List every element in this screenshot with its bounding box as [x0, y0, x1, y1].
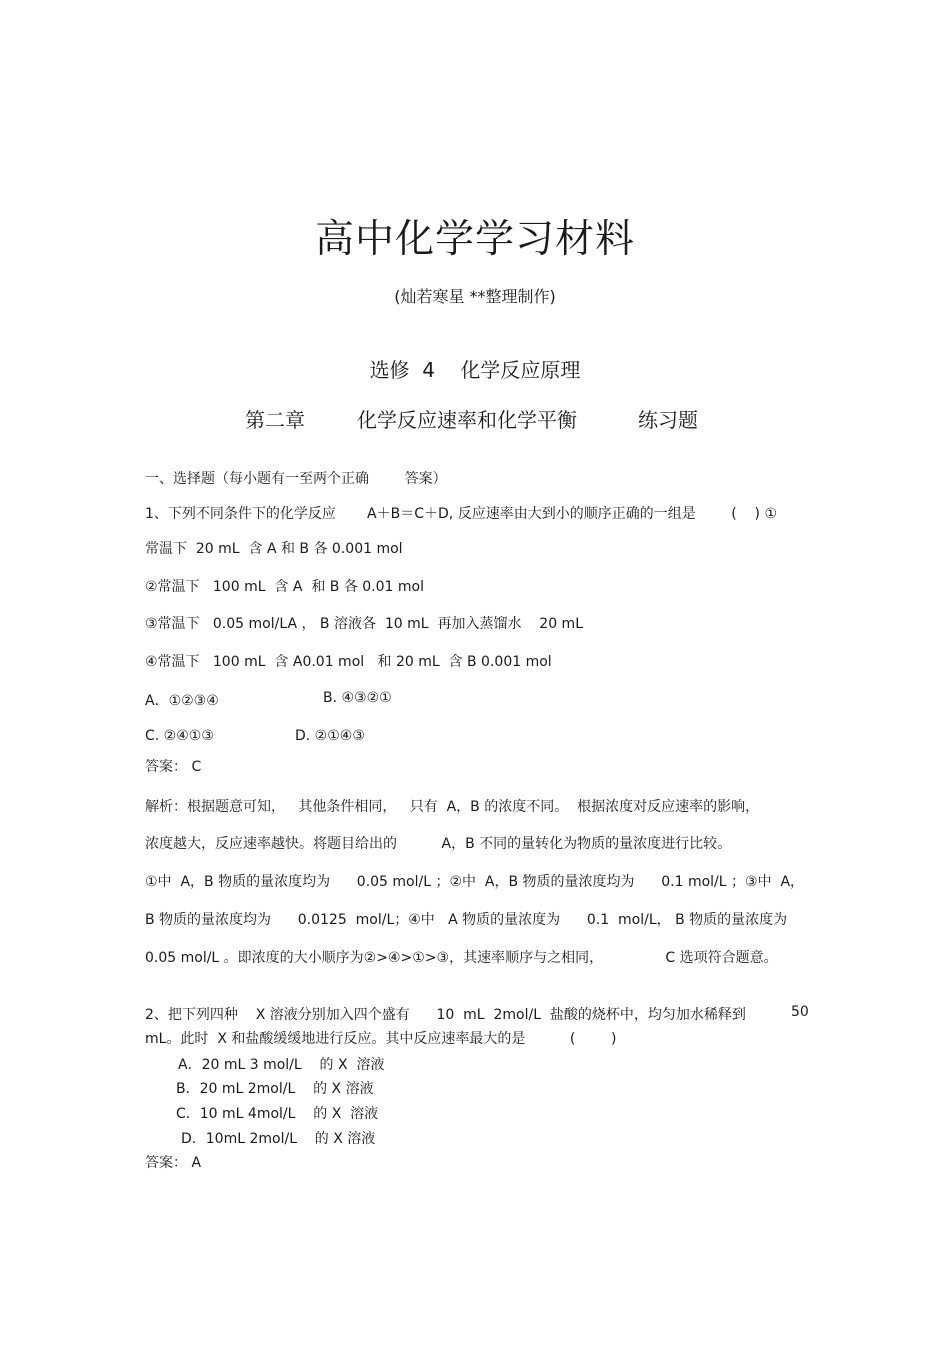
- q1-answer: 答案： C: [145, 759, 202, 775]
- q2-option-c: C．10 mL 4mol/L 的 X 溶液: [176, 1106, 379, 1122]
- course-heading: 选修 4 化学反应原理: [369, 358, 581, 382]
- q2-stem-line2: mL。此时 X 和盐酸缓缓地进行反应。其中反应速率最大的是 ( ): [145, 1031, 617, 1047]
- q1-explanation-line3: ①中 A，B 物质的量浓度均为 0.05 mol/L ；②中 A，B 物质的量浓度均为 0.1 mol/L ；③中 A，: [145, 874, 805, 890]
- q1-option-c: C. ②④①③: [145, 728, 214, 744]
- q1-explanation-line5: 0.05 mol/L 。即浓度的大小顺序为②>④>①>③，其速率顺序与之相同， C 选项符合题意。: [145, 950, 778, 966]
- section-heading: 一、选择题（每小题有一至两个正确 答案）: [145, 471, 447, 487]
- q2-option-b: B．20 mL 2mol/L 的 X 溶液: [176, 1081, 374, 1097]
- q1-stem-line2: 常温下 20 mL 含 A 和 B 各 0.001 mol: [145, 541, 403, 557]
- q2-stem-line1: 2、把下列四种 X 溶液分别加入四个盛有 10 mL 2mol/L 盐酸的烧杯中，均匀加水稀释到: [145, 1007, 746, 1023]
- q2-option-d: D．10mL 2mol/L 的 X 溶液: [181, 1131, 376, 1147]
- q2-answer: 答案： A: [145, 1155, 202, 1171]
- q1-item-3: ③常温下 0.05 mol/LA ， B 溶液各 10 mL 再加入蒸馏水 20 mL: [145, 616, 583, 632]
- q1-explanation-line4: B 物质的量浓度均为 0.0125 mol/L；④中 A 物质的量浓度为 0.1 mol/L， B 物质的量浓度为: [145, 912, 788, 928]
- chapter-number: 第二章: [245, 408, 305, 432]
- q1-item-2: ②常温下 100 mL 含 A 和 B 各 0.01 mol: [145, 579, 425, 595]
- q1-explanation-line2: 浓度越大，反应速率越快。将题目给出的 A，B 不同的量转化为物质的量浓度进行比较。: [145, 836, 732, 852]
- document-subtitle: (灿若寒星 **整理制作): [394, 287, 556, 306]
- q1-option-d: D. ②①④③: [295, 728, 365, 744]
- q1-stem-line1: 1、下列不同条件下的化学反应 A＋B＝C＋D, 反应速率由大到小的顺序正确的一组是 ( ) ①: [145, 506, 778, 522]
- q2-option-a: A．20 mL 3 mol/L 的 X 溶液: [178, 1057, 385, 1073]
- q2-stem-line1-end: 50: [791, 1004, 809, 1020]
- q1-item-4: ④常温下 100 mL 含 A0.01 mol 和 20 mL 含 B 0.001 mol: [145, 654, 552, 670]
- q1-option-a: A．①②③④: [145, 693, 219, 709]
- q1-explanation-line1: 解析：根据题意可知， 其他条件相同， 只有 A，B 的浓度不同。 根据浓度对反应速率的影响，: [145, 799, 760, 815]
- document-title: 高中化学学习材料: [314, 217, 635, 262]
- q1-option-b: B. ④③②①: [323, 690, 392, 706]
- chapter-exercises: 练习题: [638, 408, 698, 432]
- chapter-title: 化学反应速率和化学平衡: [357, 408, 577, 432]
